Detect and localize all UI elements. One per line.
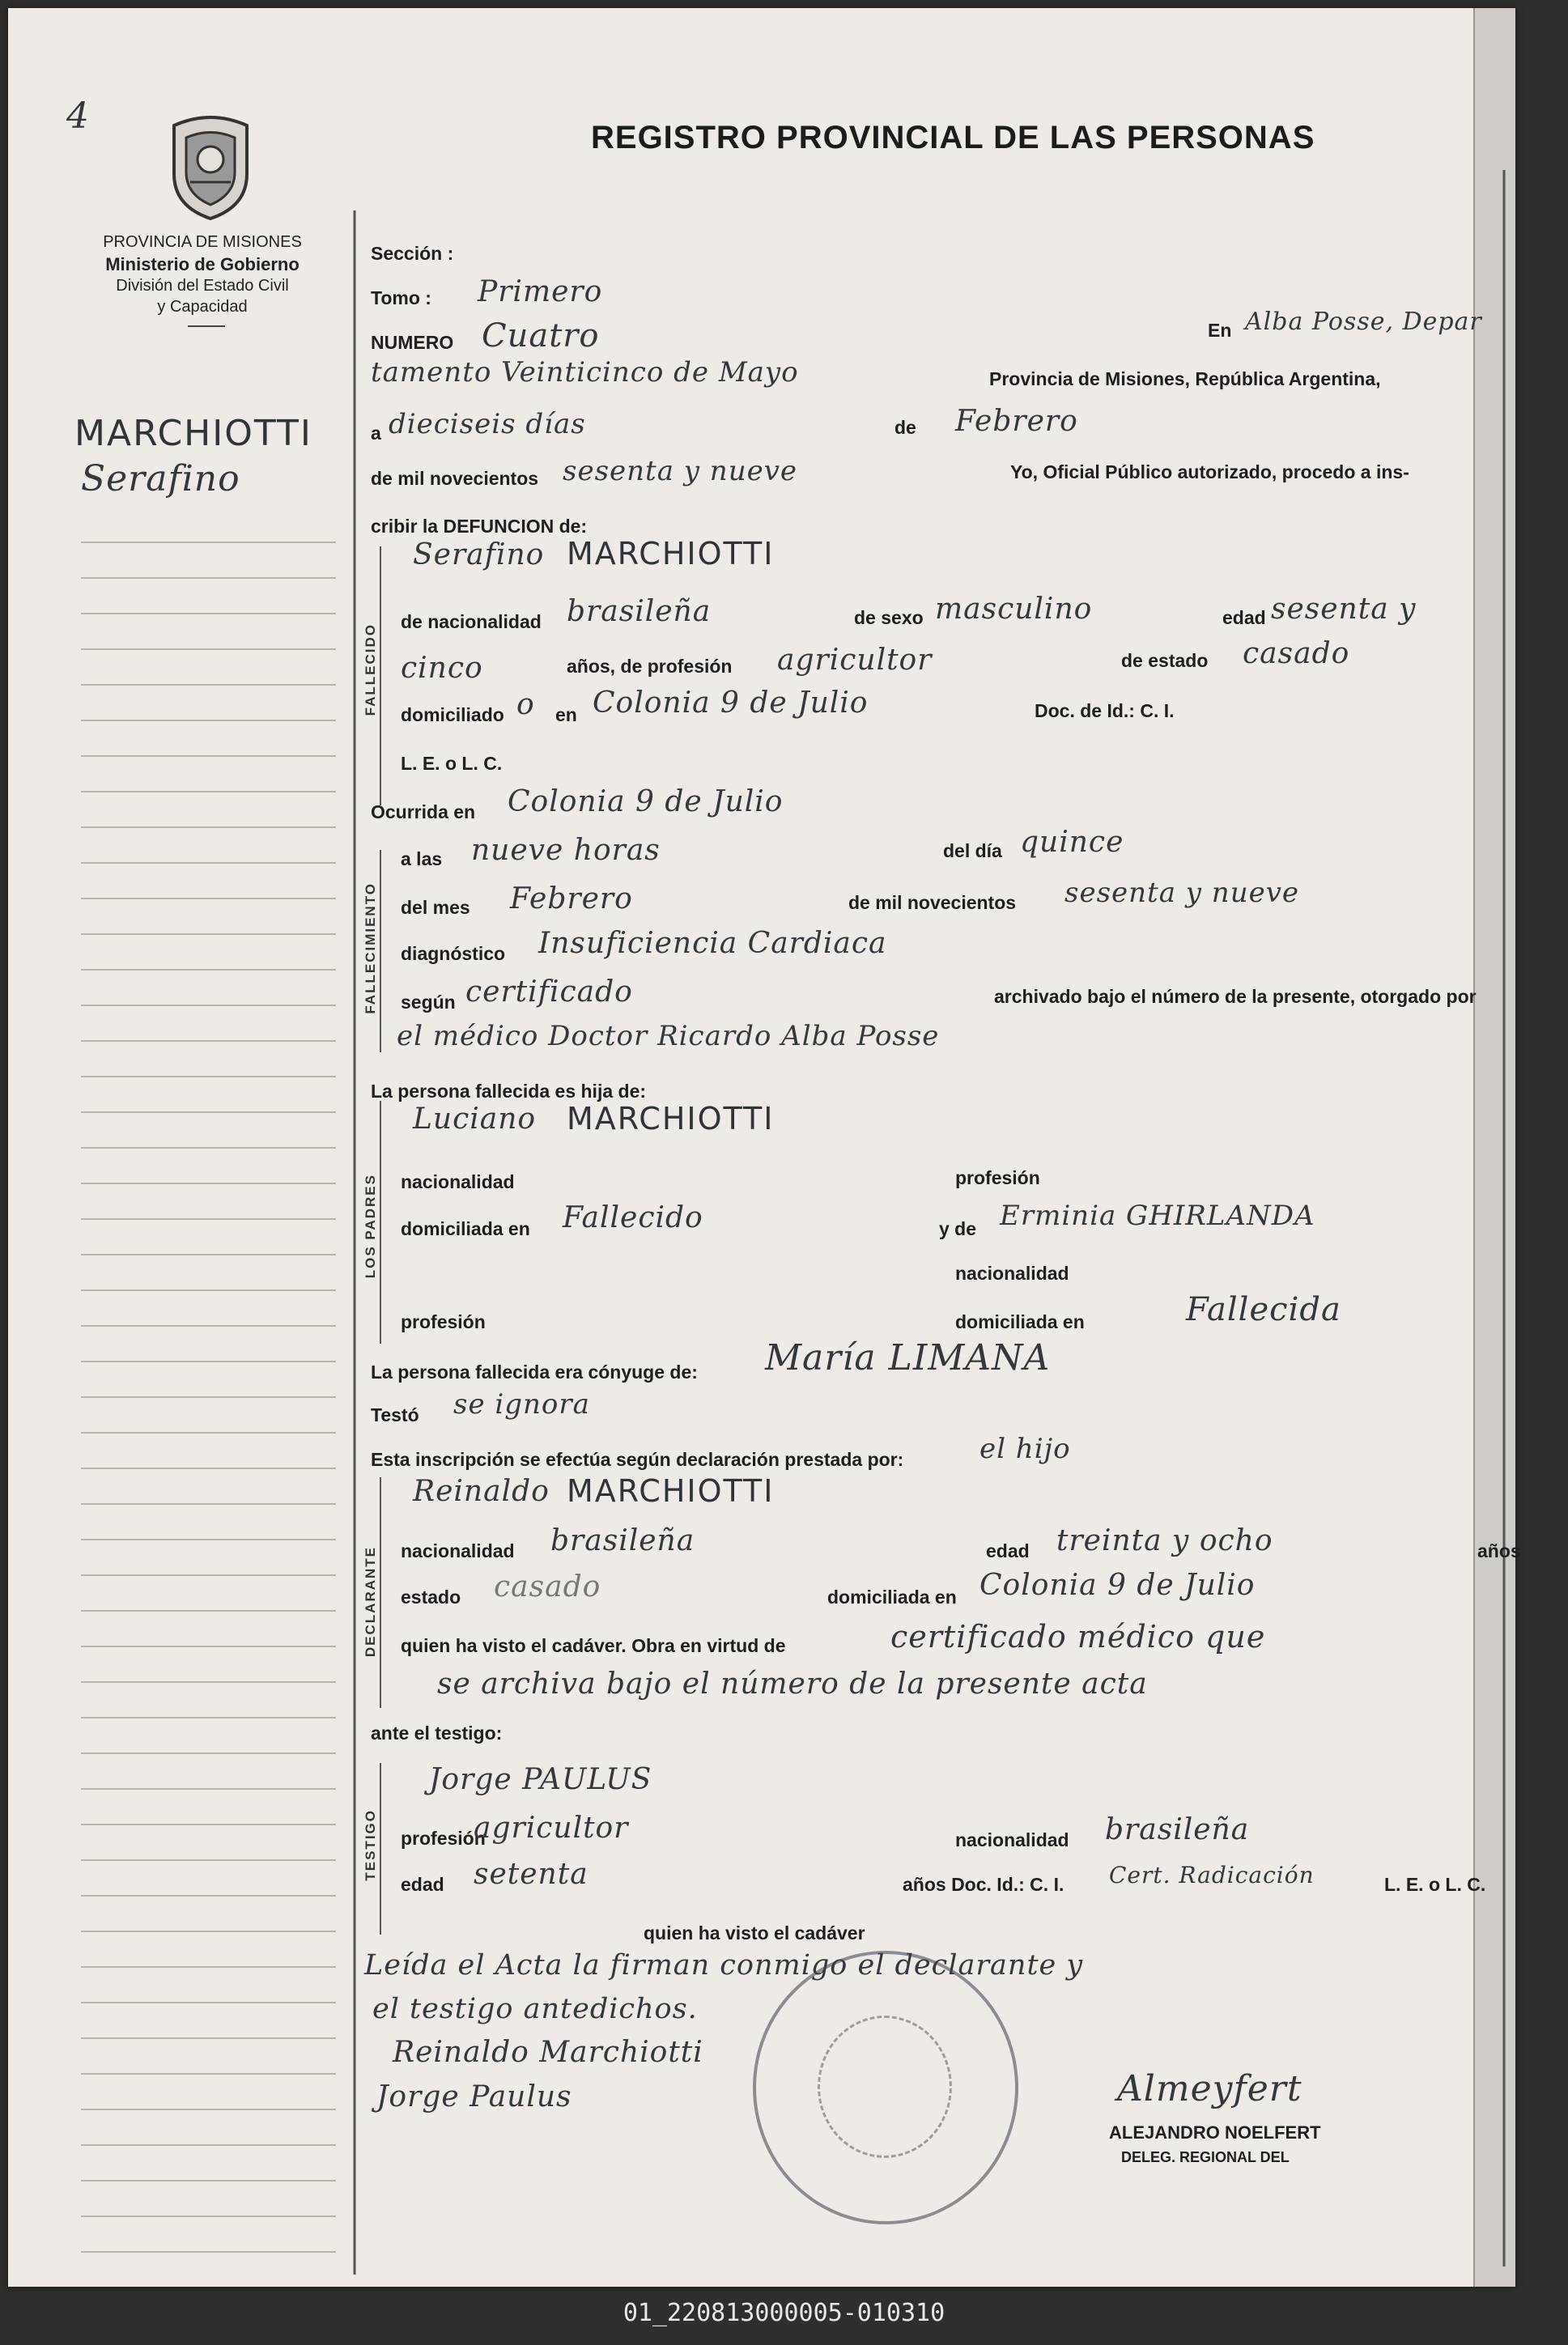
label-testo: Testó [371, 1404, 419, 1425]
label-estado: de estado [1121, 650, 1209, 671]
label-provincia: Provincia de Misiones, República Argentina, [989, 368, 1381, 389]
label-de-mil: de mil novecientos [371, 468, 539, 489]
label-del-mes: del mes [401, 897, 470, 918]
value-declarante-relacion: el hijo [979, 1433, 1071, 1465]
value-dia-fallecimiento: quince [1020, 826, 1124, 859]
label-hija-de: La persona fallecida es hija de: [371, 1081, 647, 1102]
value-medico: el médico Doctor Ricardo Alba Posse [397, 1020, 940, 1052]
label-a: a [371, 423, 381, 444]
value-declarante-nombre: Reinaldo [413, 1475, 550, 1508]
officer-name: ALEJANDRO NOELFERT [1109, 2122, 1321, 2143]
value-departamento: tamento Veinticinco de Mayo [371, 356, 799, 389]
value-conyuge: María LIMANA [765, 1337, 1051, 1379]
value-anio: sesenta y nueve [563, 455, 798, 487]
label-domiciliada-declarante: domiciliada en [827, 1587, 957, 1608]
value-domiciliado: o [516, 688, 535, 721]
label-archivado: archivado bajo el número de la presente, otorgado por [994, 986, 1477, 1007]
value-domicilio: Colonia 9 de Julio [593, 686, 869, 720]
margin-surname: MARCHIOTTI [74, 413, 312, 454]
value-anio-fallecimiento: sesenta y nueve [1064, 877, 1300, 909]
section-label-fallecido: FALLECIDO [363, 623, 378, 716]
label-nacionalidad: de nacionalidad [401, 611, 542, 632]
official-seal-inner [818, 2016, 952, 2158]
value-edad-2: cinco [401, 652, 483, 685]
value-declarante-apellido: MARCHIOTTI [567, 1473, 775, 1509]
value-padre-apellido: MARCHIOTTI [567, 1101, 775, 1136]
header-division: División del Estado Civil [116, 277, 289, 295]
value-edad-1: sesenta y [1271, 593, 1417, 626]
value-hora: nueve horas [471, 834, 661, 867]
value-profesion: agricultor [777, 644, 933, 677]
label-ocurrida: Ocurrida en [371, 801, 476, 822]
signature-oficial: Almeyfert [1117, 2068, 1302, 2109]
value-localidad: Alba Posse, Depar [1245, 308, 1482, 336]
value-padre-domicilio: Fallecido [563, 1201, 703, 1234]
label-del-dia: del día [943, 840, 1002, 861]
label-nacionalidad-declarante: nacionalidad [401, 1540, 515, 1561]
value-cierre-1: Leída el Acta la firman conmigo el declarante y [364, 1949, 1084, 1982]
value-mes-fallecimiento: Febrero [510, 882, 633, 915]
label-le-lc: L. E. o L. C. [401, 753, 503, 774]
label-profesion-madre: profesión [401, 1311, 486, 1332]
section-label-testigo: TESTIGO [363, 1809, 378, 1881]
label-profesion-padre: profesión [955, 1167, 1040, 1188]
label-nacionalidad-testigo: nacionalidad [955, 1829, 1069, 1850]
value-testigo-doc: Cert. Radicación [1109, 1862, 1315, 1888]
value-declarante-nacionalidad: brasileña [550, 1524, 695, 1557]
value-segun: certificado [465, 975, 633, 1009]
value-dia: dieciseis días [389, 408, 586, 440]
value-diagnostico: Insuficiencia Cardiaca [538, 927, 887, 960]
signature-testigo: Jorge Paulus [376, 2080, 572, 2113]
record-page [8, 8, 1521, 2287]
section-label-padres: LOS PADRES [363, 1174, 378, 1279]
value-madre-domicilio: Fallecida [1186, 1291, 1341, 1328]
label-segun: según [401, 992, 456, 1013]
label-edad: edad [1222, 607, 1266, 628]
value-nacionalidad: brasileña [567, 595, 712, 628]
value-estado: casado [1243, 637, 1350, 670]
value-fallecido-apellido: MARCHIOTTI [567, 536, 775, 571]
label-le-lc-testigo: L. E. o L. C. [1384, 1874, 1486, 1895]
page-title: REGISTRO PROVINCIAL DE LAS PERSONAS [591, 120, 1315, 155]
value-tomo: Primero [478, 275, 603, 308]
form-rules [8, 8, 1515, 2287]
value-testo: se ignora [453, 1388, 590, 1421]
value-madre: Erminia GHIRLANDA [1000, 1200, 1315, 1232]
section-label-declarante: DECLARANTE [363, 1546, 378, 1658]
value-obra-2: se archiva bajo el número de la presente acta [437, 1667, 1148, 1701]
label-estado-declarante: estado [401, 1587, 461, 1608]
label-anos: años [1477, 1540, 1521, 1561]
label-numero: NUMERO [371, 332, 454, 353]
value-declarante-estado: casado [494, 1570, 601, 1604]
label-de: de [894, 417, 916, 438]
image-id: 01_220813000005-010310 [623, 2299, 945, 2327]
section-label-fallecimiento: FALLECIMIENTO [363, 882, 378, 1014]
label-sexo: de sexo [854, 607, 924, 628]
value-testigo-edad: setenta [474, 1858, 589, 1891]
label-edad-declarante: edad [986, 1540, 1030, 1561]
value-testigo-profesion: agricultor [474, 1812, 629, 1845]
label-ante-testigo: ante el testigo: [371, 1723, 503, 1744]
label-diagnostico: diagnóstico [401, 943, 506, 964]
label-domiciliada-madre: domiciliada en [955, 1311, 1085, 1332]
header-capacity: y Capacidad [157, 298, 248, 316]
value-sexo: masculino [935, 593, 1093, 626]
label-domiciliada-en: domiciliada en [401, 1218, 530, 1239]
value-mes: Febrero [955, 405, 1078, 438]
value-padre-nombre: Luciano [413, 1102, 537, 1136]
label-inscripcion: Esta inscripción se efectúa según declaración prestada por: [371, 1449, 904, 1470]
label-quien-cadaver: quien ha visto el cadáver. Obra en virtud de [401, 1635, 786, 1656]
value-testigo-nacionalidad: brasileña [1105, 1813, 1250, 1846]
label-yo-oficial: Yo, Oficial Público autorizado, procedo a ins- [1010, 461, 1409, 482]
label-tomo: Tomo : [371, 287, 431, 308]
label-en-domicilio: en [555, 704, 577, 725]
margin-given-name: Serafino [81, 458, 240, 499]
label-seccion: Sección : [371, 243, 454, 264]
label-de-mil-fallecimiento: de mil novecientos [848, 892, 1017, 913]
value-obra-1: certificado médico que [890, 1619, 1266, 1655]
label-cribir-defuncion: cribir la DEFUNCION de: [371, 516, 588, 537]
label-edad-testigo: edad [401, 1874, 444, 1895]
value-cierre-2: el testigo antedichos. [372, 1993, 698, 2025]
label-a-las: a las [401, 848, 443, 869]
value-testigo: Jorge PAULUS [429, 1763, 652, 1796]
label-domiciliado: domiciliado [401, 704, 504, 725]
label-nacionalidad-padre: nacionalidad [401, 1171, 515, 1192]
label-anos-profesion: años, de profesión [567, 656, 733, 677]
label-nacionalidad-madre: nacionalidad [955, 1263, 1069, 1284]
label-quien-cadaver-testigo: quien ha visto el cadáver [644, 1922, 865, 1944]
header-province: PROVINCIA DE MISIONES [103, 233, 302, 251]
label-y-de: y de [939, 1218, 977, 1239]
value-ocurrida: Colonia 9 de Julio [508, 785, 784, 818]
label-profesion-testigo: profesión [401, 1828, 486, 1849]
label-conyuge: La persona fallecida era cónyuge de: [371, 1362, 698, 1383]
value-declarante-edad: treinta y ocho [1056, 1524, 1273, 1557]
page-number: 4 [66, 96, 90, 137]
label-anos-doc: años Doc. Id.: C. I. [903, 1874, 1064, 1895]
value-fallecido-nombre: Serafino [413, 538, 545, 571]
header-ministry: Ministerio de Gobierno [105, 254, 300, 274]
officer-role: DELEG. REGIONAL DEL [1121, 2149, 1290, 2165]
label-en: En [1208, 320, 1232, 341]
value-numero: Cuatro [482, 317, 600, 355]
signature-declarante: Reinaldo Marchiotti [393, 2036, 703, 2069]
label-doc-id: Doc. de Id.: C. I. [1035, 700, 1175, 721]
value-declarante-domicilio: Colonia 9 de Julio [979, 1569, 1256, 1602]
